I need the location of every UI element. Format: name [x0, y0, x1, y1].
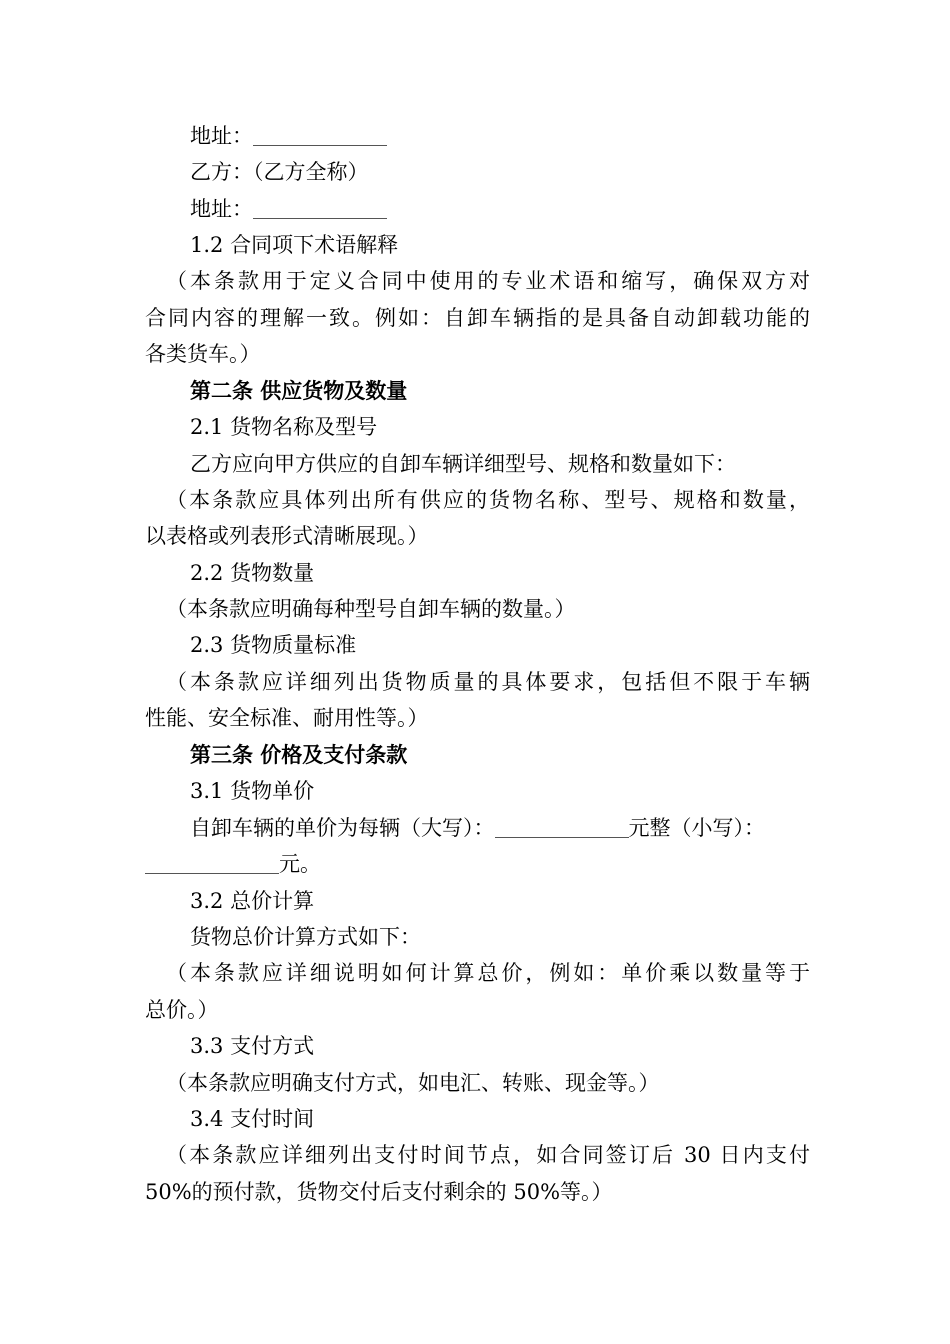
section-2-3-line-2: 性能、安全标准、耐用性等。） [145, 706, 429, 730]
section-3-1-title: 3.1 货物单价 [190, 779, 315, 803]
article-3-heading: 第三条 价格及支付条款 [190, 742, 408, 767]
section-3-4-title: 3.4 支付时间 [190, 1107, 315, 1131]
section-2-1-title: 2.1 货物名称及型号 [190, 415, 378, 439]
section-3-1-price-line-2: 元。 [145, 846, 810, 882]
section-2-1-intro: 乙方应向甲方供应的自卸车辆详细型号、规格和数量如下： [190, 452, 736, 476]
section-1-2-line-1: （本条款用于定义合同中使用的专业术语和缩写，确保双方对 [166, 269, 810, 293]
section-3-4-line-1: （本条款应详细列出支付时间节点，如合同签订后 30 日内支付 [166, 1143, 810, 1167]
section-1-2-line-3: 各类货车。） [145, 342, 261, 366]
section-2-2-title: 2.2 货物数量 [190, 561, 315, 585]
section-2-1-line-1: （本条款应具体列出所有供应的货物名称、型号、规格和数量， [166, 488, 810, 512]
section-3-2-line-1: （本条款应详细说明如何计算总价，例如：单价乘以数量等于 [166, 961, 810, 985]
section-3-2-title: 3.2 总价计算 [190, 889, 315, 913]
address-blank [253, 196, 387, 219]
section-3-3-line-1: （本条款应明确支付方式，如电汇、转账、现金等。） [166, 1071, 660, 1095]
address-blank [253, 123, 387, 146]
price-uppercase-blank [495, 815, 629, 838]
section-3-2-line-2: 总价。） [145, 998, 219, 1022]
section-3-4-line-2: 50%的预付款，货物交付后支付剩余的 50%等。） [145, 1180, 613, 1204]
section-2-3-title: 2.3 货物质量标准 [190, 633, 357, 657]
section-1-2-line-2: 合同内容的理解一致。例如：自卸车辆指的是具备自动卸载功能的 [145, 306, 810, 330]
section-2-3-line-1: （本条款应详细列出货物质量的具体要求，包括但不限于车辆 [166, 670, 810, 694]
party-b-address: 地址： [190, 191, 810, 227]
article-2-heading: 第二条 供应货物及数量 [190, 378, 408, 403]
section-2-2-line-1: （本条款应明确每种型号自卸车辆的数量。） [166, 597, 576, 621]
section-3-3-title: 3.3 支付方式 [190, 1034, 315, 1058]
party-a-address: 地址： [190, 118, 810, 154]
section-2-1-line-2: 以表格或列表形式清晰展现。） [145, 524, 429, 548]
section-3-1-price-line: 自卸车辆的单价为每辆（大写）： 元整（小写）： [190, 816, 765, 840]
price-lowercase-blank [145, 851, 279, 874]
party-b-label: 乙方：（乙方全称） [190, 160, 369, 184]
section-1-2-title: 1.2 合同项下术语解释 [190, 233, 399, 257]
section-3-2-intro: 货物总价计算方式如下： [190, 925, 421, 949]
